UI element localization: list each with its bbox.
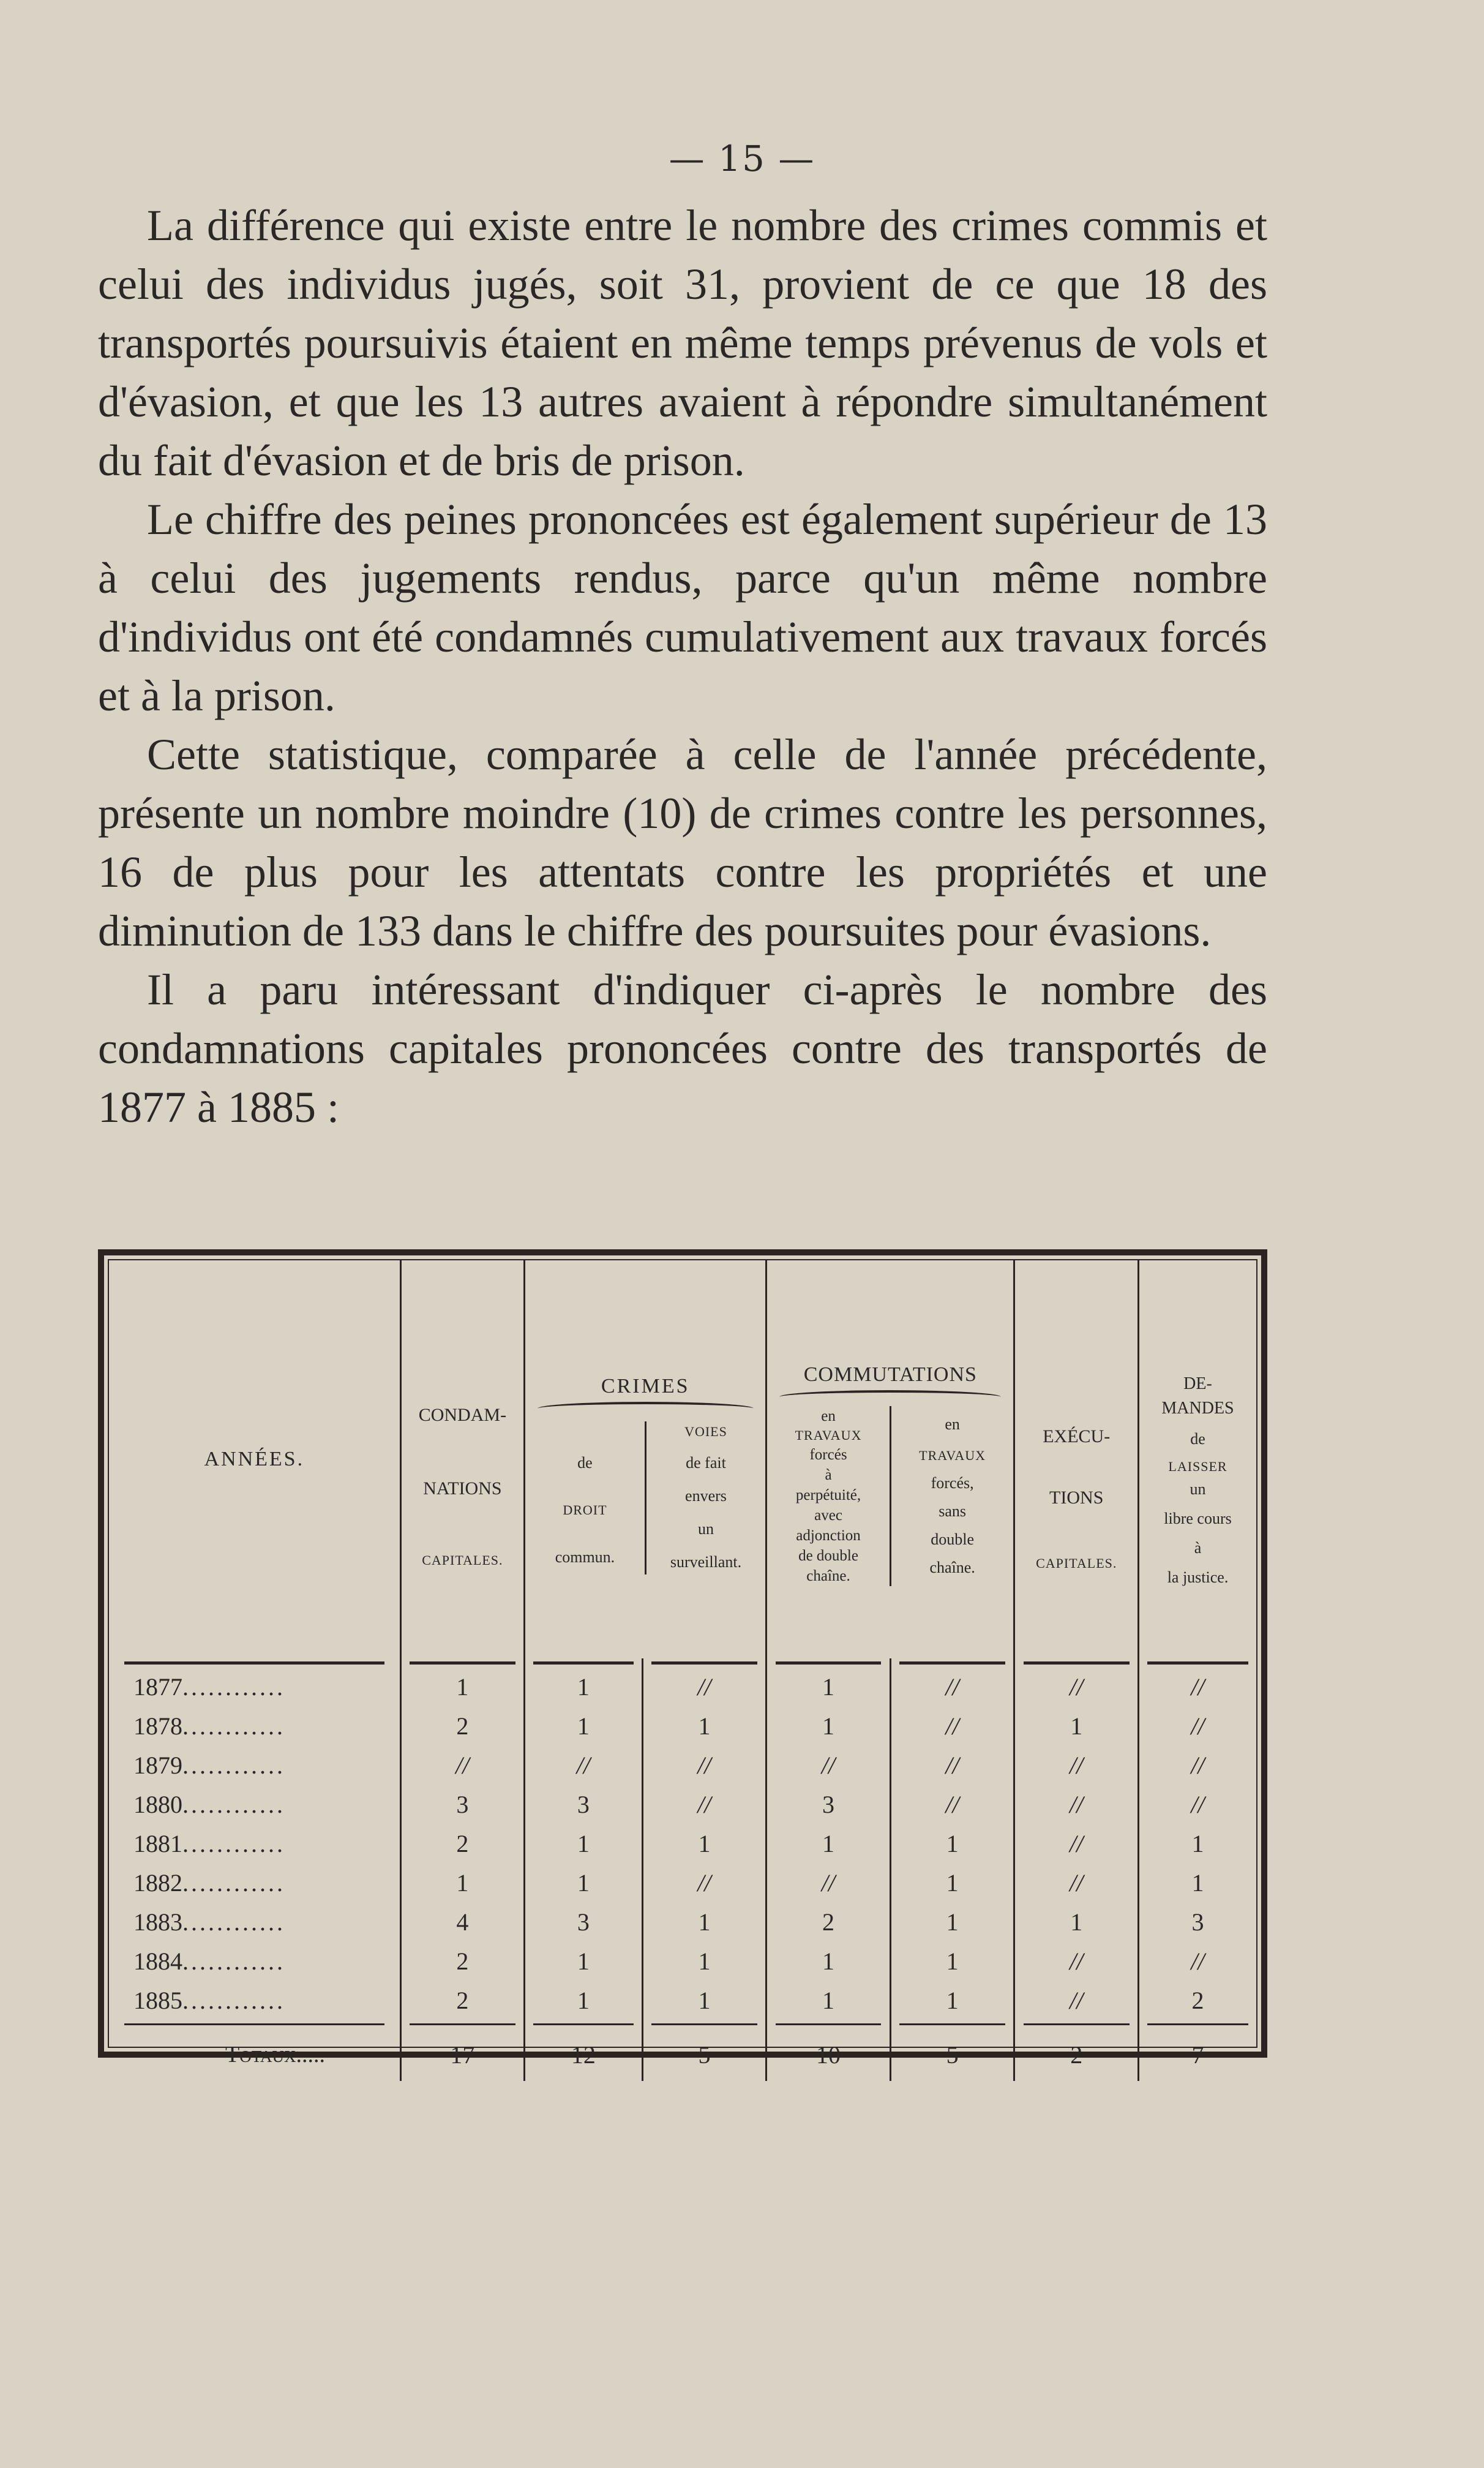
row-year-label: 1883 [133, 1908, 182, 1936]
cell-comm-perpetuite: // [766, 1863, 891, 1902]
cell-crimes-voies: 1 [642, 1706, 766, 1745]
cell-executions: // [1014, 1981, 1139, 2020]
cell-crimes-droit: 3 [525, 1785, 642, 1824]
totals-label: Totaux..... [225, 2042, 326, 2067]
sep-cell [890, 2020, 1014, 2028]
cell-crimes-voies: 1 [642, 1902, 766, 1941]
cell-crimes-droit: // [525, 1745, 642, 1785]
header-condamnations-line3: CAPITALES. [422, 1552, 503, 1568]
cell-comm-perpetuite: 3 [766, 1785, 891, 1824]
header-row [109, 1260, 1256, 1658]
header-executions [1014, 1260, 1139, 1658]
row-leader-dots: ............ [182, 1751, 285, 1779]
comm-sans-line1: en [945, 1415, 960, 1433]
comm-sans-line3: forcés, [931, 1474, 974, 1492]
total-comm-perpetuite: 10 [766, 2028, 891, 2081]
comm-perp-line8: de double [798, 1548, 858, 1564]
row-year-label: 1882 [133, 1868, 182, 1897]
header-demandes-line8: la justice. [1167, 1568, 1229, 1586]
cell-comm-perpetuite: 1 [766, 1667, 891, 1706]
cell-comm-sans: 1 [890, 1941, 1014, 1981]
crimes-brace [538, 1402, 754, 1415]
cell-demandes: // [1139, 1667, 1256, 1706]
cell-comm-sans: 1 [890, 1863, 1014, 1902]
cell-condamnations: 1 [400, 1667, 525, 1706]
cell-comm-sans: 1 [890, 1902, 1014, 1941]
cell-comm-perpetuite: 1 [766, 1706, 891, 1745]
header-demandes-line1: DE- [1183, 1374, 1212, 1393]
row-leader-dots: ............ [182, 1986, 285, 2014]
table-row [109, 1745, 1256, 1785]
sep-cell [1139, 1658, 1256, 1667]
cell-demandes: 1 [1139, 1824, 1256, 1863]
cell-demandes: // [1139, 1941, 1256, 1981]
cell-executions: 1 [1014, 1706, 1139, 1745]
crimes-voies-line1: VOIES [684, 1424, 727, 1439]
cell-crimes-droit: 1 [525, 1667, 642, 1706]
header-executions-line2: TIONS [1049, 1488, 1104, 1508]
header-condamnations [400, 1260, 525, 1658]
sep-cell [400, 1658, 525, 1667]
cell-demandes: 2 [1139, 1981, 1256, 2020]
sep-cell [766, 2020, 891, 2028]
row-year [109, 1745, 400, 1785]
row-year [109, 1706, 400, 1745]
cell-comm-sans: // [890, 1667, 1014, 1706]
sep-cell [642, 1658, 766, 1667]
header-condamnations-line1: CONDAM- [418, 1405, 507, 1425]
header-demandes-line6: libre cours [1164, 1510, 1232, 1527]
cell-crimes-voies: // [642, 1785, 766, 1824]
header-annees-label: ANNÉES. [204, 1448, 305, 1470]
header-comm-sans [890, 1406, 1013, 1586]
sep-cell [890, 1658, 1014, 1667]
page-number: — 15 — [669, 138, 815, 179]
cell-condamnations: 2 [400, 1981, 525, 2020]
total-condamnations: 17 [400, 2028, 525, 2081]
header-crimes-droit [525, 1421, 645, 1574]
row-year-label: 1878 [133, 1712, 182, 1740]
cell-crimes-voies: // [642, 1863, 766, 1902]
cell-crimes-droit: 1 [525, 1824, 642, 1863]
header-demandes-line7: à [1194, 1539, 1202, 1557]
cell-crimes-droit: 1 [525, 1863, 642, 1902]
row-leader-dots: ............ [182, 1868, 285, 1897]
header-comm-perpetuite [767, 1406, 890, 1586]
comm-sans-line5: double [931, 1530, 974, 1548]
header-commutations-group-label: COMMUTATIONS [803, 1363, 977, 1386]
crimes-droit-line2: DROIT [563, 1502, 607, 1518]
paragraph-3: Cette statistique, comparée à celle de l'année précédente, présente un nombre moindre (10) de crimes contre les personnes, 16 de plus pour les attentats contre les propriétés et une diminution de 133 dans le chiffre des poursuites pour évasions. [98, 730, 1267, 955]
cell-comm-perpetuite: // [766, 1745, 891, 1785]
row-year [109, 1785, 400, 1824]
row-year-label: 1877 [133, 1672, 182, 1701]
cell-demandes: // [1139, 1706, 1256, 1745]
comm-perp-line4: à [825, 1467, 832, 1483]
row-leader-dots: ............ [182, 1908, 285, 1936]
sep-cell [109, 1658, 400, 1667]
row-year-label: 1879 [133, 1751, 182, 1779]
row-year-label: 1884 [133, 1947, 182, 1975]
cell-crimes-voies: 1 [642, 1941, 766, 1981]
crimes-voies-line2: de fait [686, 1454, 726, 1472]
table-row [109, 1824, 1256, 1863]
cell-crimes-voies: 1 [642, 1824, 766, 1863]
cell-condamnations: 2 [400, 1941, 525, 1981]
cell-demandes: 1 [1139, 1863, 1256, 1902]
cell-crimes-droit: 3 [525, 1902, 642, 1941]
sep-cell [1014, 1658, 1139, 1667]
comm-perp-line1: en [821, 1408, 836, 1424]
commutations-brace [779, 1390, 1001, 1404]
row-year [109, 1667, 400, 1706]
crimes-subheader [525, 1421, 765, 1574]
row-leader-dots: ............ [182, 1672, 285, 1701]
sep-cell [642, 2020, 766, 2028]
cell-condamnations: 3 [400, 1785, 525, 1824]
row-leader-dots: ............ [182, 1829, 285, 1857]
header-separator [109, 1658, 1256, 1667]
cell-crimes-voies: 1 [642, 1981, 766, 2020]
table-body [109, 1667, 1256, 2020]
cell-comm-sans: // [890, 1745, 1014, 1785]
cell-executions: // [1014, 1863, 1139, 1902]
sep-cell [1014, 2020, 1139, 2028]
header-executions-line1: EXÉCU- [1043, 1426, 1111, 1447]
header-executions-line3: CAPITALES. [1036, 1556, 1117, 1571]
comm-perp-line3: forcés [809, 1447, 847, 1463]
cell-comm-perpetuite: 1 [766, 1941, 891, 1981]
statistics-table-inner [108, 1259, 1257, 2069]
row-leader-dots: ............ [182, 1790, 285, 1818]
total-crimes-droit: 12 [525, 2028, 642, 2081]
cell-executions: // [1014, 1785, 1139, 1824]
sep-cell [525, 1658, 642, 1667]
totals-separator [109, 2020, 1256, 2028]
header-condamnations-line2: NATIONS [423, 1478, 502, 1499]
cell-demandes: // [1139, 1745, 1256, 1785]
cell-condamnations: 2 [400, 1706, 525, 1745]
header-demandes-line5: un [1190, 1480, 1206, 1498]
cell-comm-perpetuite: 1 [766, 1981, 891, 2020]
header-demandes [1139, 1260, 1256, 1658]
cell-crimes-droit: 1 [525, 1706, 642, 1745]
cell-crimes-droit: 1 [525, 1941, 642, 1981]
sep-cell [109, 2020, 400, 2028]
cell-condamnations: 4 [400, 1902, 525, 1941]
cell-condamnations: 2 [400, 1824, 525, 1863]
paragraph-1: La différence qui existe entre le nombre des crimes commis et celui des individus jugés, soit 31, provient de ce que 18 des transportés poursuivis étaient en même temps prévenus de vols et d'évasion, et que les 13 autres avaient à répondre simultanément du fait d'évasion et de bris de prison. [98, 201, 1267, 485]
cell-crimes-droit: 1 [525, 1981, 642, 2020]
crimes-voies-line4: un [697, 1520, 714, 1538]
cell-demandes: 3 [1139, 1902, 1256, 1941]
row-year-label: 1880 [133, 1790, 182, 1818]
sep-cell [400, 2020, 525, 2028]
table-row [109, 1902, 1256, 1941]
cell-crimes-voies: // [642, 1745, 766, 1785]
totals-row [109, 2028, 1256, 2081]
cell-demandes: // [1139, 1785, 1256, 1824]
row-year [109, 1941, 400, 1981]
crimes-droit-line1: de [577, 1454, 593, 1472]
commutations-subheader [767, 1406, 1013, 1586]
comm-sans-line6: chaîne. [929, 1559, 975, 1576]
comm-perp-line7: adjonction [796, 1527, 861, 1544]
comm-sans-line2: TRAVAUX [919, 1448, 986, 1463]
table-row [109, 1863, 1256, 1902]
total-crimes-voies: 5 [642, 2028, 766, 2081]
cell-comm-perpetuite: 1 [766, 1824, 891, 1863]
crimes-droit-line3: commun. [555, 1548, 615, 1566]
cell-crimes-voies: // [642, 1667, 766, 1706]
cell-executions: // [1014, 1745, 1139, 1785]
row-leader-dots: ............ [182, 1712, 285, 1740]
table-row [109, 1981, 1256, 2020]
cell-condamnations: // [400, 1745, 525, 1785]
total-executions: 2 [1014, 2028, 1139, 2081]
comm-sans-line4: sans [939, 1502, 967, 1520]
comm-perp-line5: perpétuité, [795, 1487, 861, 1503]
cell-comm-perpetuite: 2 [766, 1902, 891, 1941]
table-row [109, 1667, 1256, 1706]
sep-cell [766, 1658, 891, 1667]
crimes-voies-line3: envers [685, 1487, 727, 1505]
sep-cell [1139, 2020, 1256, 2028]
cell-executions: // [1014, 1824, 1139, 1863]
row-year [109, 1902, 400, 1941]
cell-executions: 1 [1014, 1902, 1139, 1941]
cell-comm-sans: // [890, 1785, 1014, 1824]
row-year [109, 1981, 400, 2020]
paragraph-4: Il a paru intéressant d'indiquer ci-après le nombre des condamnations capitales prononcées contre des transportés de 1877 à 1885 : [98, 965, 1267, 1132]
header-commutations [766, 1260, 1014, 1658]
table-row [109, 1941, 1256, 1981]
cell-comm-sans: 1 [890, 1981, 1014, 2020]
cell-executions: // [1014, 1667, 1139, 1706]
cell-executions: // [1014, 1941, 1139, 1981]
cell-condamnations: 1 [400, 1863, 525, 1902]
total-demandes: 7 [1139, 2028, 1256, 2081]
row-year [109, 1863, 400, 1902]
cell-comm-sans: // [890, 1706, 1014, 1745]
table-row [109, 1706, 1256, 1745]
header-crimes-group-label: CRIMES [601, 1375, 690, 1398]
row-year-label: 1881 [133, 1829, 182, 1857]
header-demandes-line2: MANDES [1161, 1399, 1234, 1418]
header-crimes [525, 1260, 766, 1658]
paragraph-2: Le chiffre des peines prononcées est également supérieur de 13 à celui des jugements rendus, parce qu'un même nombre d'individus ont été condamnés cumulativement aux travaux forcés et à la prison. [98, 495, 1267, 720]
table-row [109, 1785, 1256, 1824]
row-year-label: 1885 [133, 1986, 182, 2014]
body-text [98, 196, 1267, 1137]
header-demandes-line3: de [1190, 1430, 1205, 1448]
capital-sentences-table [109, 1260, 1256, 2081]
row-leader-dots: ............ [182, 1947, 285, 1975]
comm-perp-line9: chaîne. [806, 1568, 850, 1584]
row-year [109, 1824, 400, 1863]
header-crimes-voies [645, 1421, 765, 1574]
cell-comm-sans: 1 [890, 1824, 1014, 1863]
statistics-table-frame [98, 1249, 1267, 2069]
comm-perp-line6: avec [814, 1507, 842, 1524]
comm-perp-line2: TRAVAUX [795, 1428, 862, 1443]
crimes-voies-line5: surveillant. [670, 1553, 742, 1571]
total-comm-sans: 5 [890, 2028, 1014, 2081]
header-demandes-line4: LAISSER [1168, 1459, 1227, 1474]
sep-cell [525, 2020, 642, 2028]
header-annees [109, 1260, 400, 1658]
